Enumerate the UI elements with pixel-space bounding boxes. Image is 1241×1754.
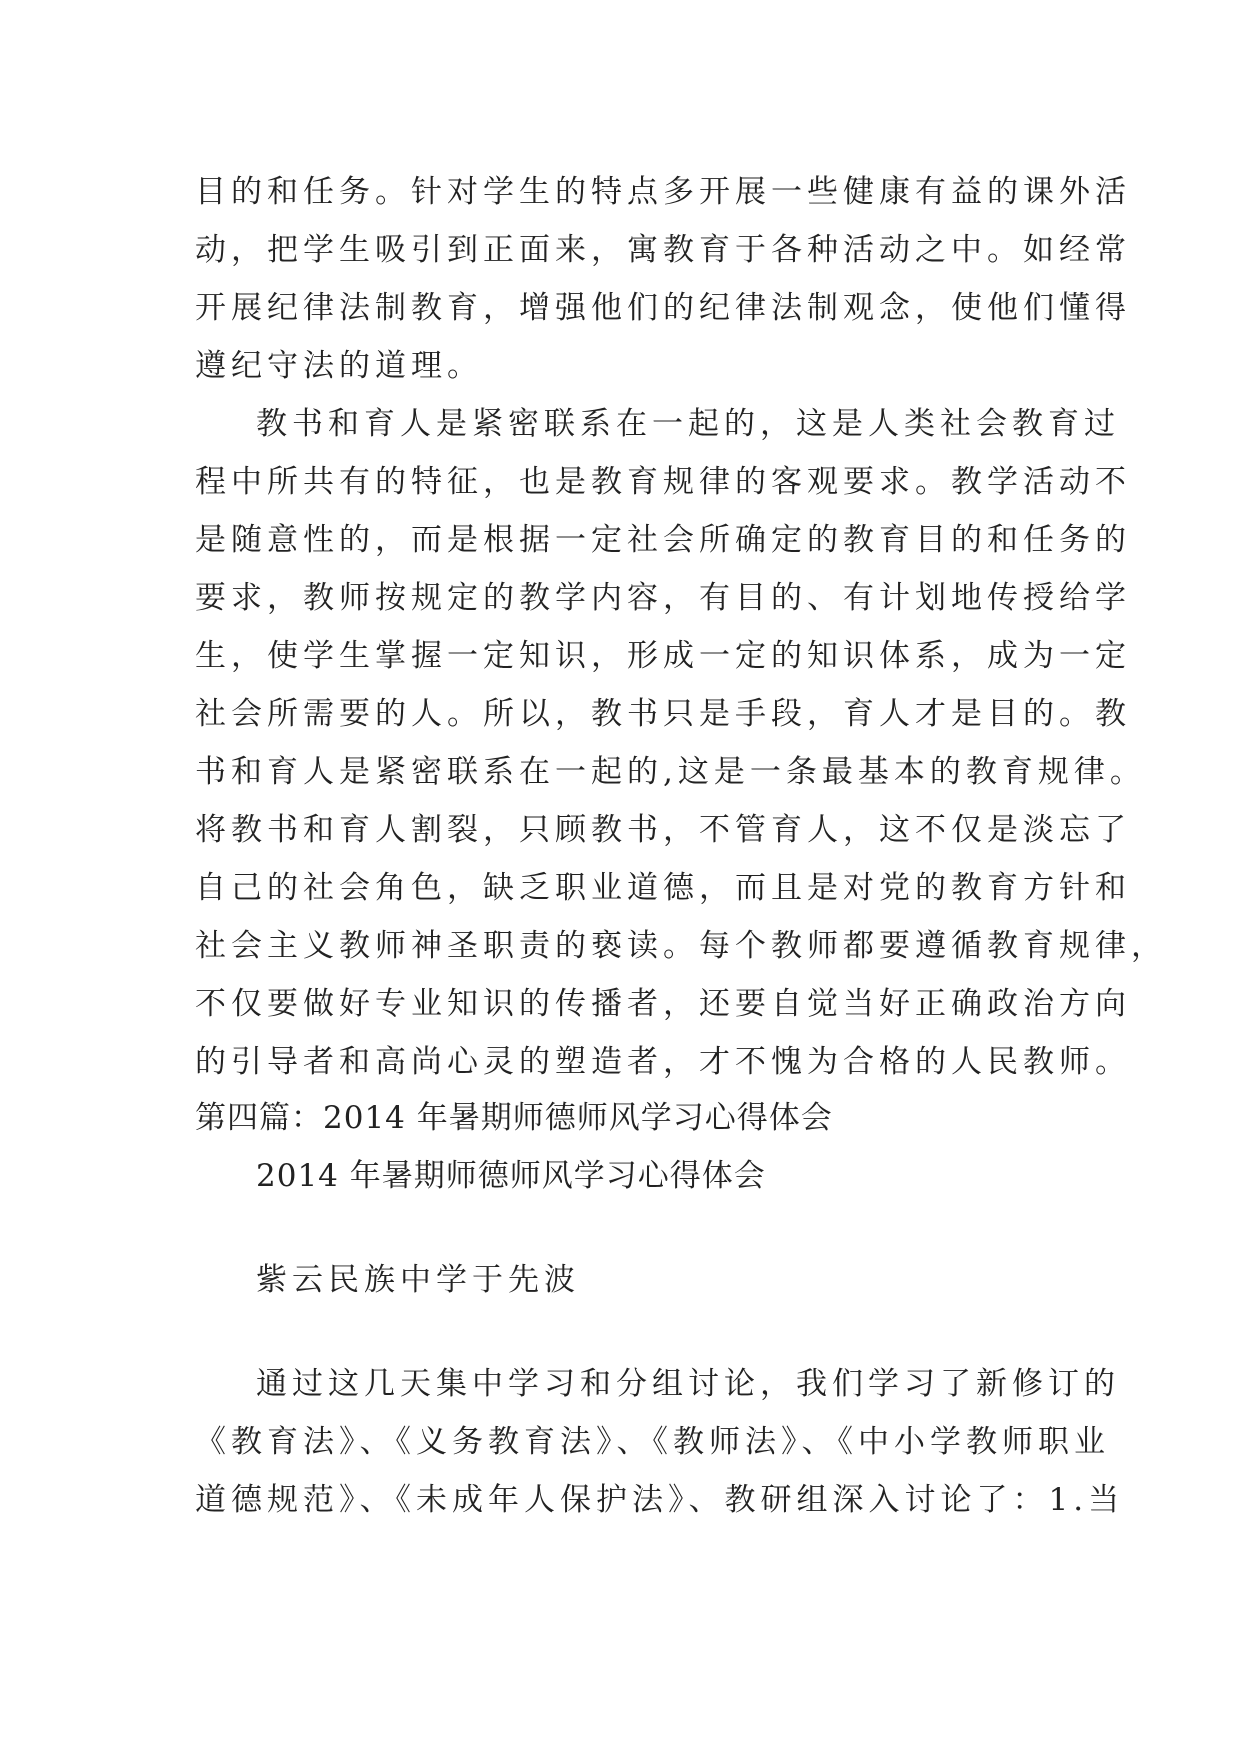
paragraph-line: 目的和任务。针对学生的特点多开展一些健康有益的课外活	[195, 174, 1131, 210]
author-line: 紫云民族中学于先波	[256, 1262, 580, 1298]
paragraph-line: 社会主义教师神圣职责的亵读。每个教师都要遵循教育规律，	[195, 928, 1167, 964]
paragraph-line: 程中所共有的特征，也是教育规律的客观要求。教学活动不	[195, 464, 1131, 500]
paragraph-line: 动，把学生吸引到正面来，寓教育于各种活动之中。如经常	[195, 232, 1131, 268]
article-title: 2014 年暑期师德师风学习心得体会	[256, 1158, 766, 1194]
paragraph-line: 开展纪律法制教育，增强他们的纪律法制观念，使他们懂得	[195, 290, 1131, 326]
paragraph-line: 不仅要做好专业知识的传播者，还要自觉当好正确政治方向	[195, 986, 1131, 1022]
paragraph-line: 是随意性的，而是根据一定社会所确定的教育目的和任务的	[195, 522, 1131, 558]
paragraph-line: 要求，教师按规定的教学内容，有目的、有计划地传授给学	[195, 580, 1131, 616]
paragraph-line: 自己的社会角色，缺乏职业道德，而且是对党的教育方针和	[195, 870, 1131, 906]
paragraph-line: 《教育法》、《义务教育法》、《教师法》、《中小学教师职业	[195, 1424, 1110, 1460]
paragraph-line: 将教书和育人割裂，只顾教书，不管育人，这不仅是淡忘了	[195, 812, 1131, 848]
paragraph-line: 道德规范》、《未成年人保护法》、教研组深入讨论了：1.当	[195, 1482, 1125, 1518]
paragraph-line: 生，使学生掌握一定知识，形成一定的知识体系，成为一定	[195, 638, 1131, 674]
paragraph-line: 社会所需要的人。所以，教书只是手段，育人才是目的。教	[195, 696, 1131, 732]
section-heading: 第四篇：2014 年暑期师德师风学习心得体会	[195, 1100, 833, 1136]
paragraph-first-line: 通过这几天集中学习和分组讨论，我们学习了新修订的	[256, 1366, 1120, 1402]
paragraph-line: 的引导者和高尚心灵的塑造者，才不愧为合格的人民教师。	[195, 1044, 1131, 1080]
paragraph-first-line: 教书和育人是紧密联系在一起的，这是人类社会教育过	[256, 406, 1120, 442]
paragraph-line: 书和育人是紧密联系在一起的,这是一条最基本的教育规律。	[195, 754, 1146, 790]
paragraph-line: 遵纪守法的道理。	[195, 348, 483, 384]
